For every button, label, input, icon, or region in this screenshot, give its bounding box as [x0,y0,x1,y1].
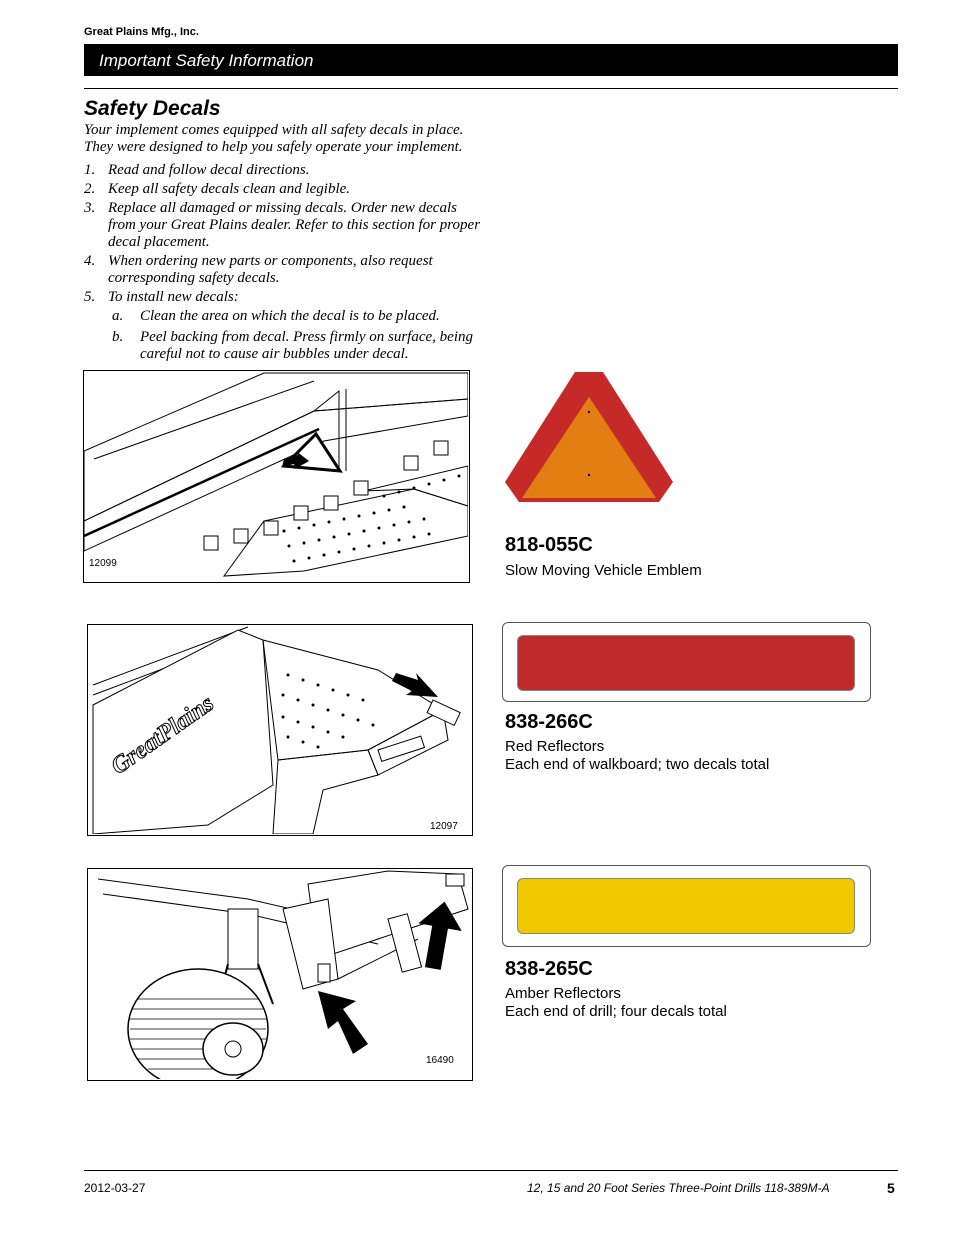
pointer-arrow-icon [392,673,438,697]
list-text: Clean the area on which the decal is to be placed. [140,308,440,324]
decal-description: Amber Reflectors [505,985,621,1002]
decal-description: Slow Moving Vehicle Emblem [505,562,702,579]
section-title: Important Safety Information [99,51,314,70]
decal-code: 838-266C [505,711,593,733]
red-reflector-location [427,700,460,725]
drill-end-illustration [88,869,471,1079]
list-number: 2. [84,181,96,197]
figure-number: 12097 [430,821,458,832]
sub-list-item [84,329,484,363]
pointer-arrow-icon [318,991,368,1054]
list-letter: b. [112,329,124,345]
list-number: 5. [84,289,96,305]
walkboard-end-illustration [88,625,471,834]
instruction-list [84,162,484,367]
decal-code: 838-265C [505,958,593,980]
list-number: 1. [84,162,96,178]
smv-emblem-decal [503,372,675,502]
figure-walkboard-end [87,624,473,836]
figure-drill-end [87,868,473,1081]
footer-date: 2012-03-27 [84,1181,146,1195]
list-number: 4. [84,253,96,269]
list-text: Peel backing from decal. Press firmly on surface, being careful not to cause air bubbles under decal. [140,329,473,362]
company-name: Great Plains Mfg., Inc. [84,26,199,38]
amber-reflector-decal [502,865,871,947]
list-item [84,253,484,287]
decal-code: 818-055C [505,534,593,556]
list-letter: a. [112,308,124,324]
list-item [84,200,484,251]
bottom-divider [84,1170,898,1171]
decal-placement: Each end of walkboard; two decals total [505,756,770,773]
figure-number: 16490 [426,1055,454,1066]
sub-list-item [84,308,484,325]
drill-walkboard-illustration [84,371,468,581]
brand-logo: GreatPlains [106,690,219,780]
page-title: Safety Decals [84,97,221,120]
intro-paragraph: Your implement comes equipped with all safety decals in place. They were designed to help you safely operate your implement. [84,122,464,155]
figure-drill-walkboard [83,370,470,583]
walkboard-holes [283,475,461,563]
list-text: Replace all damaged or missing decals. Order new decals from your Great Plains dealer. Refer to this section for proper decal placement. [108,200,481,250]
page-number: 5 [887,1180,895,1196]
amber-reflector-location [446,874,464,886]
list-number: 3. [84,200,96,216]
list-item [84,181,484,198]
footer-document-title: 12, 15 and 20 Foot Series Three-Point Drills 118-389M-A [527,1181,830,1195]
decal-placement: Each end of drill; four decals total [505,1003,727,1020]
top-divider [84,88,898,89]
list-text: Read and follow decal directions. [108,162,310,178]
walkboard-holes [282,674,375,749]
decal-description: Red Reflectors [505,738,605,755]
red-reflector-decal [502,622,871,702]
amber-reflector-swatch [517,878,855,934]
list-text: Keep all safety decals clean and legible. [108,181,351,197]
list-text: When ordering new parts or components, also request corresponding safety decals. [108,253,433,286]
amber-reflector-location [318,964,330,982]
list-item [84,289,484,306]
red-reflector-swatch [517,635,855,691]
list-text: To install new decals: [108,289,239,305]
section-header-bar [84,44,898,76]
list-item [84,162,484,179]
figure-number: 12099 [89,558,117,569]
